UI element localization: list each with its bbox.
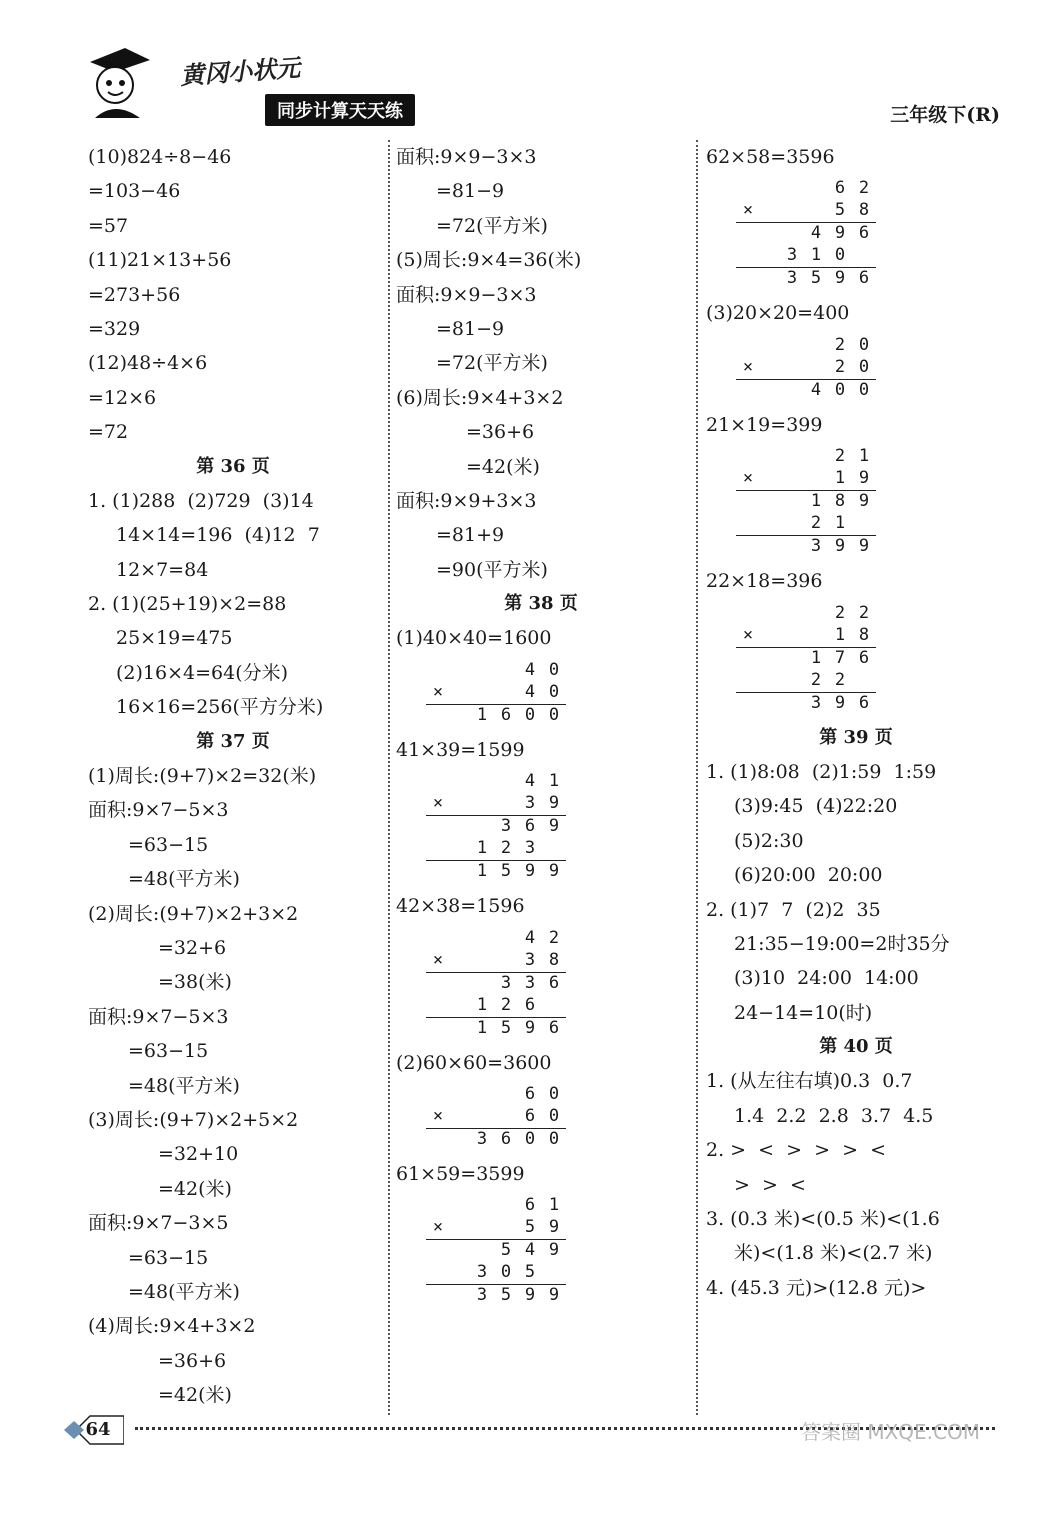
vm-digit: 4 xyxy=(524,1240,536,1261)
vm-digit: 9 xyxy=(834,268,846,289)
vm-digit: 3 xyxy=(476,1285,488,1306)
vm-digit: 0 xyxy=(858,356,870,377)
vm-digit: 0 xyxy=(858,379,870,400)
vm-digit: 6 xyxy=(858,692,870,713)
vm-digit: 9 xyxy=(524,861,536,882)
answer-line: 25×19=475 xyxy=(116,627,233,650)
vm-digit: 4 xyxy=(524,681,536,702)
vm-digit: 3 xyxy=(524,972,536,993)
vm-digits xyxy=(804,536,876,558)
vm-digit: 2 xyxy=(834,334,846,355)
vm-row xyxy=(426,1217,566,1240)
vm-digit: 6 xyxy=(524,1195,536,1216)
vm-row xyxy=(426,1195,566,1217)
vm-digit: 5 xyxy=(524,1262,536,1283)
answer-line: (3)9:45 (4)22:20 xyxy=(734,795,898,818)
vm-digit: 0 xyxy=(524,704,536,725)
vm-digits xyxy=(518,928,566,950)
vm-digit: 5 xyxy=(524,1217,536,1238)
answer-line: 1. (1)8:08 (2)1:59 1:59 xyxy=(706,760,937,783)
answer-line: 21:35−19:00=2时35分 xyxy=(734,932,950,955)
vertical-multiplication xyxy=(736,178,876,290)
vm-digits xyxy=(470,705,566,727)
answer-line: =81+9 xyxy=(436,524,505,547)
vm-digits xyxy=(470,995,566,1017)
vm-digit: 6 xyxy=(524,994,536,1015)
vm-digits xyxy=(828,625,876,647)
vm-digit: 1 xyxy=(548,771,560,792)
vm-digits xyxy=(470,861,566,883)
answer-line: =63−15 xyxy=(128,833,209,856)
answer-line: 3. (0.3 米)<(0.5 米)<(1.6 xyxy=(706,1208,940,1231)
answer-line: 62×58=3596 xyxy=(706,146,835,168)
vm-digit: 3 xyxy=(524,949,536,970)
vm-row xyxy=(426,705,566,727)
answer-line: =81−9 xyxy=(436,317,505,340)
column-divider xyxy=(388,140,390,1415)
answer-line: 2. > < > > > < xyxy=(706,1139,887,1162)
vm-digit: 1 xyxy=(548,1195,560,1216)
vm-digits xyxy=(804,223,876,245)
vm-digit: 8 xyxy=(548,949,560,970)
vm-digit: × xyxy=(742,468,754,489)
answer-line: 12×7=84 xyxy=(116,558,209,581)
vm-digit: 2 xyxy=(500,994,512,1015)
page-footer xyxy=(60,1405,1000,1455)
answer-line: =90(平方米) xyxy=(436,558,548,581)
page-number-badge xyxy=(64,1413,112,1447)
vm-digit: 6 xyxy=(524,1106,536,1127)
answer-line: 面积:9×7−3×5 xyxy=(88,1212,229,1235)
answer-line: 1. (从左往右填)0.3 0.7 xyxy=(706,1070,913,1093)
vm-row xyxy=(426,793,566,816)
vm-digits xyxy=(804,648,876,670)
vm-row xyxy=(426,861,566,883)
answer-column-2 xyxy=(396,140,686,1313)
vertical-multiplication xyxy=(426,1195,566,1307)
vm-digit: 0 xyxy=(548,681,560,702)
vm-digit: 9 xyxy=(858,491,870,512)
vm-row xyxy=(426,838,566,861)
answer-line: 21×19=399 xyxy=(706,413,823,436)
vm-digit: 5 xyxy=(500,1240,512,1261)
vm-digits xyxy=(518,771,566,793)
vm-digit: 6 xyxy=(548,1017,560,1038)
answer-line: 1.4 2.2 2.8 3.7 4.5 xyxy=(734,1104,934,1127)
vm-digit: 1 xyxy=(476,838,488,859)
vm-digit: 3 xyxy=(500,972,512,993)
vm-digit: 9 xyxy=(548,1240,560,1261)
vm-row xyxy=(426,995,566,1018)
vm-digit: 1 xyxy=(834,513,846,534)
answer-line: =32+10 xyxy=(158,1143,239,1166)
vm-row xyxy=(736,513,876,536)
vm-digit: 4 xyxy=(524,659,536,680)
answer-line: =42(米) xyxy=(466,455,540,478)
vm-row xyxy=(736,648,876,670)
vm-digit: 9 xyxy=(858,536,870,557)
vm-row xyxy=(736,200,876,223)
answer-line: 面积:9×9−3×3 xyxy=(396,283,537,306)
vm-row xyxy=(426,1084,566,1106)
vm-digit: 1 xyxy=(834,624,846,645)
answer-line: (1)周长:(9+7)×2=32(米) xyxy=(88,765,317,788)
vm-digits xyxy=(494,973,566,995)
vm-digit: 6 xyxy=(500,704,512,725)
vm-row xyxy=(426,1285,566,1307)
answer-line: > > < xyxy=(734,1173,806,1196)
page-header xyxy=(70,40,1010,130)
answer-line: (3)10 24:00 14:00 xyxy=(734,967,919,990)
vm-digit: 1 xyxy=(858,446,870,467)
vm-digit: 2 xyxy=(834,669,846,690)
vm-digits xyxy=(804,491,876,513)
vm-digit: × xyxy=(432,1106,444,1127)
vm-row xyxy=(736,178,876,200)
answer-line: (3)20×20=400 xyxy=(706,302,850,325)
vm-digit: 2 xyxy=(500,838,512,859)
vm-row xyxy=(736,245,876,268)
vm-digit: 0 xyxy=(548,1129,560,1150)
answer-line: =72(平方米) xyxy=(436,352,548,375)
vm-digits xyxy=(518,1217,566,1239)
vm-digit: 9 xyxy=(548,793,560,814)
answer-line: (5)2:30 xyxy=(734,829,804,852)
vm-digit: 7 xyxy=(834,647,846,668)
vm-digit: 2 xyxy=(834,602,846,623)
vm-digit: 6 xyxy=(524,816,536,837)
vm-row xyxy=(736,693,876,715)
vm-digit: 3 xyxy=(500,816,512,837)
answer-line: (4)周长:9×4+3×2 xyxy=(88,1315,256,1338)
vm-digits xyxy=(804,513,876,535)
answer-column-3 xyxy=(706,140,1006,1305)
vm-digit: 8 xyxy=(858,200,870,221)
answer-line: =57 xyxy=(88,214,129,237)
vertical-multiplication xyxy=(426,771,566,883)
answer-line: =36+6 xyxy=(158,1349,227,1372)
vm-digit: × xyxy=(432,681,444,702)
vm-digit: 0 xyxy=(548,1106,560,1127)
vm-digit: 4 xyxy=(524,771,536,792)
vm-row xyxy=(426,1129,566,1151)
vm-digit: 0 xyxy=(858,334,870,355)
answer-line: 面积:9×7−5×3 xyxy=(88,1005,229,1028)
vm-digit: 9 xyxy=(524,1285,536,1306)
vm-digit: 3 xyxy=(476,1129,488,1150)
vm-row xyxy=(736,357,876,380)
vm-row xyxy=(736,468,876,491)
vm-digits xyxy=(518,660,566,682)
vm-digit: 3 xyxy=(524,838,536,859)
vm-digit: 9 xyxy=(834,692,846,713)
answer-line: =63−15 xyxy=(128,1246,209,1269)
answer-line: 42×38=1596 xyxy=(396,895,525,918)
answer-line: 22×18=396 xyxy=(706,570,823,593)
vm-digits xyxy=(828,468,876,490)
vm-digit: 1 xyxy=(476,1017,488,1038)
answer-line: 2. (1)(25+19)×2=88 xyxy=(88,593,287,616)
vm-row xyxy=(736,670,876,693)
vm-digit: 0 xyxy=(834,379,846,400)
vm-digit: 5 xyxy=(500,1017,512,1038)
vm-digit: 0 xyxy=(548,659,560,680)
answer-line: =103−46 xyxy=(88,180,181,203)
vm-digit: 0 xyxy=(834,245,846,266)
answer-line: =12×6 xyxy=(88,386,157,409)
mascot-logo xyxy=(70,40,170,120)
answer-line: 61×59=3599 xyxy=(396,1163,525,1186)
vm-digit: 0 xyxy=(548,1084,560,1105)
vm-digits xyxy=(828,603,876,625)
vm-digit: 6 xyxy=(500,1129,512,1150)
answer-line: =36+6 xyxy=(466,421,535,444)
section-heading: 第 38 页 xyxy=(504,593,578,615)
vm-digits xyxy=(494,816,566,838)
vm-digit: × xyxy=(742,624,754,645)
answer-line: =72(平方米) xyxy=(436,214,548,237)
vm-digits xyxy=(470,838,566,860)
answer-line: 面积:9×9−3×3 xyxy=(396,146,537,168)
vm-digit: 9 xyxy=(548,816,560,837)
vm-digit: 3 xyxy=(476,1262,488,1283)
vertical-multiplication xyxy=(426,928,566,1040)
vm-digit: 3 xyxy=(810,536,822,557)
vm-digit: 9 xyxy=(834,536,846,557)
answer-line: 4. (45.3 元)>(12.8 元)> xyxy=(706,1276,927,1299)
vm-digit: 8 xyxy=(858,624,870,645)
vertical-multiplication xyxy=(736,335,876,402)
vm-digits xyxy=(828,446,876,468)
vm-digit: 2 xyxy=(810,513,822,534)
vm-digits xyxy=(828,335,876,357)
vm-digit: × xyxy=(432,793,444,814)
section-heading: 第 39 页 xyxy=(819,726,893,748)
vm-row xyxy=(426,660,566,682)
answer-line: =38(米) xyxy=(158,971,232,994)
vm-digit: 4 xyxy=(810,379,822,400)
answer-line: =63−15 xyxy=(128,1040,209,1063)
vm-digit: × xyxy=(432,1217,444,1238)
vm-digit: 8 xyxy=(834,491,846,512)
vm-digit: 1 xyxy=(476,994,488,1015)
answer-line: =81−9 xyxy=(436,180,505,203)
vm-digits xyxy=(518,1106,566,1128)
answer-line: (1)40×40=1600 xyxy=(396,627,552,650)
answer-line: =48(平方米) xyxy=(128,1074,240,1097)
vm-digit: 6 xyxy=(548,972,560,993)
answer-line: 1. (1)288 (2)729 (3)14 xyxy=(88,489,314,512)
answer-line: (2)16×4=64(分米) xyxy=(116,661,289,684)
vm-digit: 2 xyxy=(548,927,560,948)
vm-digit: 0 xyxy=(500,1262,512,1283)
vm-digit: 9 xyxy=(548,1217,560,1238)
answer-line: 面积:9×9+3×3 xyxy=(396,489,537,512)
vertical-multiplication xyxy=(736,446,876,558)
vm-row xyxy=(736,268,876,290)
vm-digit: 1 xyxy=(834,468,846,489)
vm-digit: 4 xyxy=(524,927,536,948)
vm-digit: 3 xyxy=(810,692,822,713)
vm-row xyxy=(426,1018,566,1040)
vm-digit: 9 xyxy=(548,1285,560,1306)
grade-label: 三年级下(R) xyxy=(890,104,1000,126)
vm-row xyxy=(736,491,876,513)
vm-row xyxy=(736,380,876,402)
answer-line: (2)周长:(9+7)×2+3×2 xyxy=(88,902,299,925)
vm-digits xyxy=(470,1129,566,1151)
vm-row xyxy=(426,928,566,950)
answer-line: 面积:9×7−5×3 xyxy=(88,799,229,822)
answer-line: 24−14=10(时) xyxy=(734,1001,873,1024)
vm-row xyxy=(426,973,566,995)
vm-digit: 6 xyxy=(858,647,870,668)
vm-digits xyxy=(470,1285,566,1307)
vm-digit: 6 xyxy=(834,178,846,199)
answer-line: =72 xyxy=(88,421,129,444)
vm-digit: 3 xyxy=(786,268,798,289)
vm-digit: 0 xyxy=(548,704,560,725)
vm-row xyxy=(736,335,876,357)
vm-digit: 9 xyxy=(524,1017,536,1038)
vm-digit: 1 xyxy=(810,491,822,512)
logo-title: 黄冈小状元 xyxy=(179,53,302,91)
vm-digit: 2 xyxy=(858,602,870,623)
vm-digits xyxy=(518,793,566,815)
vertical-multiplication xyxy=(426,1084,566,1151)
answer-column-1 xyxy=(88,140,378,1412)
answer-line: (2)60×60=3600 xyxy=(396,1051,552,1074)
vm-digit: 5 xyxy=(500,861,512,882)
answer-line: =42(米) xyxy=(158,1177,232,1200)
vm-row xyxy=(736,603,876,625)
answer-line: 41×39=1599 xyxy=(396,738,525,761)
answer-line: 米)<(1.8 米)<(2.7 米) xyxy=(734,1242,933,1265)
vm-digit: 9 xyxy=(858,468,870,489)
vm-row xyxy=(426,771,566,793)
vm-digits xyxy=(828,357,876,379)
vm-row xyxy=(426,1106,566,1129)
answer-line: (10)824÷8−46 xyxy=(88,146,232,168)
vm-digits xyxy=(828,178,876,200)
vm-digits xyxy=(494,1240,566,1262)
section-heading: 第 40 页 xyxy=(819,1036,893,1058)
answer-line: (6)周长:9×4+3×2 xyxy=(396,386,564,409)
vm-digit: 1 xyxy=(810,647,822,668)
answer-line: (3)周长:(9+7)×2+5×2 xyxy=(88,1108,299,1131)
series-banner: 同步计算天天练 xyxy=(265,94,415,126)
vm-digits xyxy=(780,245,876,267)
vm-digit: 3 xyxy=(786,245,798,266)
column-divider xyxy=(696,140,698,1415)
vm-digit: 1 xyxy=(810,245,822,266)
vm-row xyxy=(426,1262,566,1285)
vm-digits xyxy=(518,950,566,972)
vm-digit: 2 xyxy=(834,356,846,377)
vm-digits xyxy=(518,1084,566,1106)
vm-digits xyxy=(804,380,876,402)
vertical-multiplication xyxy=(426,660,566,727)
vm-digit: 2 xyxy=(834,446,846,467)
vm-row xyxy=(426,950,566,973)
page-number: 64 xyxy=(85,1419,111,1440)
vm-row xyxy=(736,446,876,468)
vm-digit: 2 xyxy=(810,669,822,690)
vm-digit: 1 xyxy=(476,861,488,882)
vm-digit: 5 xyxy=(834,200,846,221)
vm-digit: 6 xyxy=(858,268,870,289)
vm-digit: 9 xyxy=(834,223,846,244)
vm-digit: 9 xyxy=(548,861,560,882)
answer-line: =48(平方米) xyxy=(128,1280,240,1303)
vm-digits xyxy=(518,682,566,704)
vm-digits xyxy=(804,670,876,692)
vm-row xyxy=(736,625,876,648)
vm-digits xyxy=(780,268,876,290)
answer-line: =42(米) xyxy=(158,1384,232,1407)
vm-digit: 5 xyxy=(500,1285,512,1306)
vm-digit: × xyxy=(432,949,444,970)
vm-digit: 4 xyxy=(810,223,822,244)
vm-digit: 1 xyxy=(476,704,488,725)
answer-line: (6)20:00 20:00 xyxy=(734,864,883,887)
vm-row xyxy=(426,1240,566,1262)
vm-digit: × xyxy=(742,200,754,221)
vm-digit: 2 xyxy=(858,178,870,199)
answer-line: =329 xyxy=(88,317,141,340)
answer-line: (11)21×13+56 xyxy=(88,249,232,272)
vm-digit: × xyxy=(742,356,754,377)
vm-digits xyxy=(518,1195,566,1217)
vm-digits xyxy=(470,1018,566,1040)
vm-row xyxy=(426,816,566,838)
answer-line: =48(平方米) xyxy=(128,868,240,891)
vm-digit: 0 xyxy=(524,1129,536,1150)
answer-line: =32+6 xyxy=(158,936,227,959)
watermark: 答案圈 MXQE.COM xyxy=(800,1420,980,1444)
vm-digits xyxy=(470,1262,566,1284)
vertical-multiplication xyxy=(736,603,876,715)
answer-line: 14×14=196 (4)12 7 xyxy=(116,524,320,547)
section-heading: 第 36 页 xyxy=(196,455,270,477)
vm-row xyxy=(426,682,566,705)
vm-digit: 3 xyxy=(524,793,536,814)
vm-digit: 5 xyxy=(810,268,822,289)
vm-row xyxy=(736,223,876,245)
answer-line: (12)48÷4×6 xyxy=(88,352,208,375)
section-heading: 第 37 页 xyxy=(196,730,270,752)
vm-digits xyxy=(804,693,876,715)
vm-row xyxy=(736,536,876,558)
answer-line: (5)周长:9×4=36(米) xyxy=(396,249,582,272)
answer-line: 2. (1)7 7 (2)2 35 xyxy=(706,898,881,921)
vm-digit: 6 xyxy=(858,223,870,244)
vm-digit: 6 xyxy=(524,1084,536,1105)
vm-digits xyxy=(828,200,876,222)
answer-line: =273+56 xyxy=(88,283,181,306)
answer-line: 16×16=256(平方分米) xyxy=(116,696,324,719)
